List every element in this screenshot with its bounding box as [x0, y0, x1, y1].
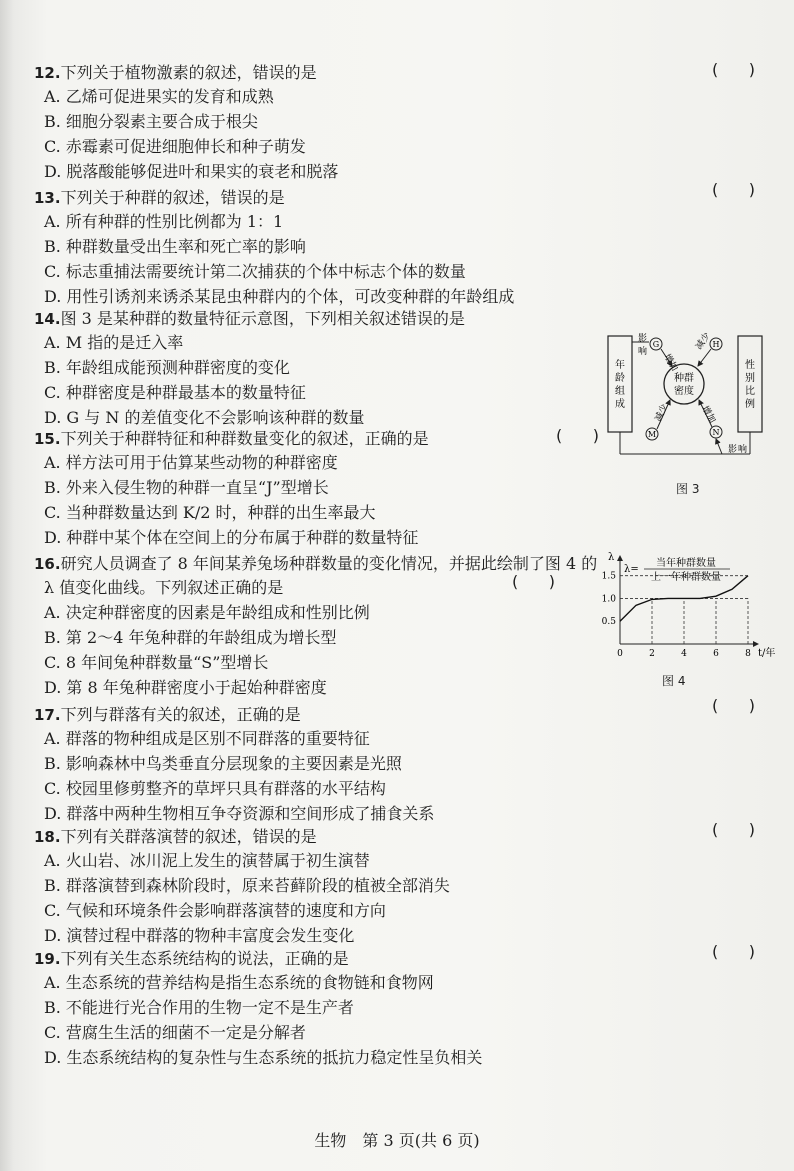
option-d: D. 生态系统结构的复杂性与生态系统的抵抗力稳定性呈负相关	[44, 1048, 483, 1067]
question-stem: 13.下列关于种群的叙述，错误的是	[34, 188, 285, 207]
svg-text:减少: 减少	[694, 331, 713, 352]
option-b: B. 第 2～4 年兔种群的年龄组成为增长型	[44, 628, 337, 647]
option-d: D. 用性引诱剂来诱杀某昆虫种群内的个体，可改变种群的年龄组成	[44, 287, 515, 306]
left-box	[608, 336, 632, 432]
question-stem: 12.下列关于植物激素的叙述，错误的是	[34, 63, 317, 82]
question-19	[34, 948, 734, 1070]
center-text-1: 种群	[674, 373, 694, 384]
right-box-text: 性别比例	[745, 360, 755, 410]
x-tick-label: 8	[745, 649, 751, 659]
option-d: D. 群落中两种生物相互争夺资源和空间形成了捕食关系	[44, 804, 435, 823]
option-b: B. 影响森林中鸟类垂直分层现象的主要因素是光照	[44, 754, 402, 773]
option-a: A. M 指的是迁入率	[44, 333, 184, 352]
x-axis-label: t/年	[758, 648, 776, 659]
svg-text:M: M	[647, 430, 657, 439]
option-d: D. G 与 N 的差值变化不会影响该种群的数量	[44, 408, 365, 427]
option-c: C. 气候和环境条件会影响群落演替的速度和方向	[44, 901, 386, 920]
y-tick-label: 1.5	[601, 571, 616, 582]
svg-text:G: G	[652, 340, 660, 349]
x-tick-label: 4	[681, 649, 687, 659]
formula-denominator: 上一年种群数量	[651, 572, 721, 583]
option-d: D. 脱落酸能够促进叶和果实的衰老和脱落	[44, 162, 339, 181]
question-stem: 15.下列关于种群特征和种群数量变化的叙述，正确的是	[34, 429, 429, 448]
option-c: C. 标志重捕法需要统计第二次捕获的个体中标志个体的数量	[44, 262, 466, 281]
arrow-h	[698, 349, 711, 366]
page-footer: 生物 第 3 页(共 6 页)	[314, 1131, 480, 1150]
question-12	[34, 62, 734, 184]
option-b: B. 年龄组成能预测种群密度的变化	[44, 358, 290, 377]
x-tick-label: 2	[649, 649, 655, 659]
option-c: C. 种群密度是种群最基本的数量特征	[44, 383, 306, 402]
y-tick-label: 0.5	[601, 617, 616, 628]
answer-paren: ( )	[556, 426, 599, 445]
svg-text:增加: 增加	[699, 404, 718, 426]
left-box-text: 年龄组成	[615, 360, 625, 410]
option-a: A. 火山岩、冰川泥上发生的演替属于初生演替	[44, 851, 370, 870]
svg-text:影: 影	[728, 445, 738, 455]
svg-text:响: 响	[738, 445, 748, 455]
answer-paren: ( )	[712, 696, 755, 715]
option-c: C. 营腐生生活的细菌不一定是分解者	[44, 1023, 306, 1042]
question-stem-continued: λ 值变化曲线。下列叙述正确的是	[44, 578, 284, 597]
figure-4-caption: 图 4	[662, 674, 686, 688]
answer-paren: ( )	[712, 180, 755, 199]
question-18	[34, 826, 734, 948]
answer-paren: ( )	[712, 820, 755, 839]
lambda-eq: λ=	[624, 564, 639, 575]
option-d: D. 演替过程中群落的物种丰富度会发生变化	[44, 926, 355, 945]
answer-paren: ( )	[712, 942, 755, 961]
option-a: A. 决定种群密度的因素是年龄组成和性别比例	[44, 603, 370, 622]
option-a: A. 生态系统的营养结构是指生态系统的食物链和食物网	[44, 973, 434, 992]
option-c: C. 当种群数量达到 K/2 时，种群的出生率最大	[44, 503, 376, 522]
svg-text:增加: 增加	[661, 352, 680, 374]
question-stem: 17.下列与群落有关的叙述，正确的是	[34, 705, 301, 724]
answer-paren: ( )	[712, 60, 755, 79]
figure-3-caption: 图 3	[676, 482, 700, 496]
svg-text:减少: 减少	[653, 402, 671, 424]
option-b: B. 群落演替到森林阶段时，原来苔藓阶段的植被全部消失	[44, 876, 450, 895]
x-tick-label: 0	[617, 649, 623, 659]
question-stem: 16.研究人员调查了 8 年间某养兔场种群数量的变化情况，并据此绘制了图 4 的	[34, 554, 598, 573]
svg-text:影: 影	[638, 334, 648, 344]
y-tick-label: 1.0	[601, 594, 616, 605]
question-stem: 19.下列有关生态系统结构的说法，正确的是	[34, 949, 349, 968]
question-stem: 18.下列有关群落演替的叙述，错误的是	[34, 827, 317, 846]
option-c: C. 校园里修剪整齐的草坪只具有群落的水平结构	[44, 779, 386, 798]
svg-text:H: H	[712, 340, 720, 349]
option-b: B. 不能进行光合作用的生物一定不是生产者	[44, 998, 354, 1017]
option-a: A. 样方法可用于估算某些动物的种群密度	[44, 453, 338, 472]
figure-4-chart	[586, 552, 776, 662]
option-a: A. 群落的物种组成是区别不同群落的重要特征	[44, 729, 370, 748]
option-d: D. 种群中某个体在空间上的分布属于种群的数量特征	[44, 528, 419, 547]
right-box	[738, 336, 762, 432]
option-a: A. 乙烯可促进果实的发育和成熟	[44, 87, 274, 106]
option-b: B. 细胞分裂素主要合成于根尖	[44, 112, 258, 131]
question-stem: 14.图 3 是某种群的数量特征示意图，下列相关叙述错误的是	[34, 309, 465, 328]
question-15	[34, 428, 734, 550]
x-tick-label: 6	[713, 649, 719, 659]
y-axis-label: λ	[608, 552, 615, 563]
formula-numerator: 当年种群数量	[656, 558, 716, 569]
question-13	[34, 187, 734, 309]
answer-paren: ( )	[512, 572, 555, 591]
svg-text:N: N	[712, 428, 720, 437]
option-b: B. 外来入侵生物的种群一直呈“J”型增长	[44, 478, 329, 497]
question-17	[34, 704, 734, 826]
option-a: A. 所有种群的性别比例都为 1：1	[44, 212, 284, 231]
page-edge-shadow	[0, 0, 14, 1171]
center-text-2: 密度	[674, 386, 694, 397]
svg-text:响: 响	[638, 347, 648, 357]
option-c: C. 8 年间兔种群数量“S”型增长	[44, 653, 269, 672]
option-b: B. 种群数量受出生率和死亡率的影响	[44, 237, 306, 256]
option-d: D. 第 8 年兔种群密度小于起始种群密度	[44, 678, 327, 697]
option-c: C. 赤霉素可促进细胞伸长和种子萌发	[44, 137, 306, 156]
